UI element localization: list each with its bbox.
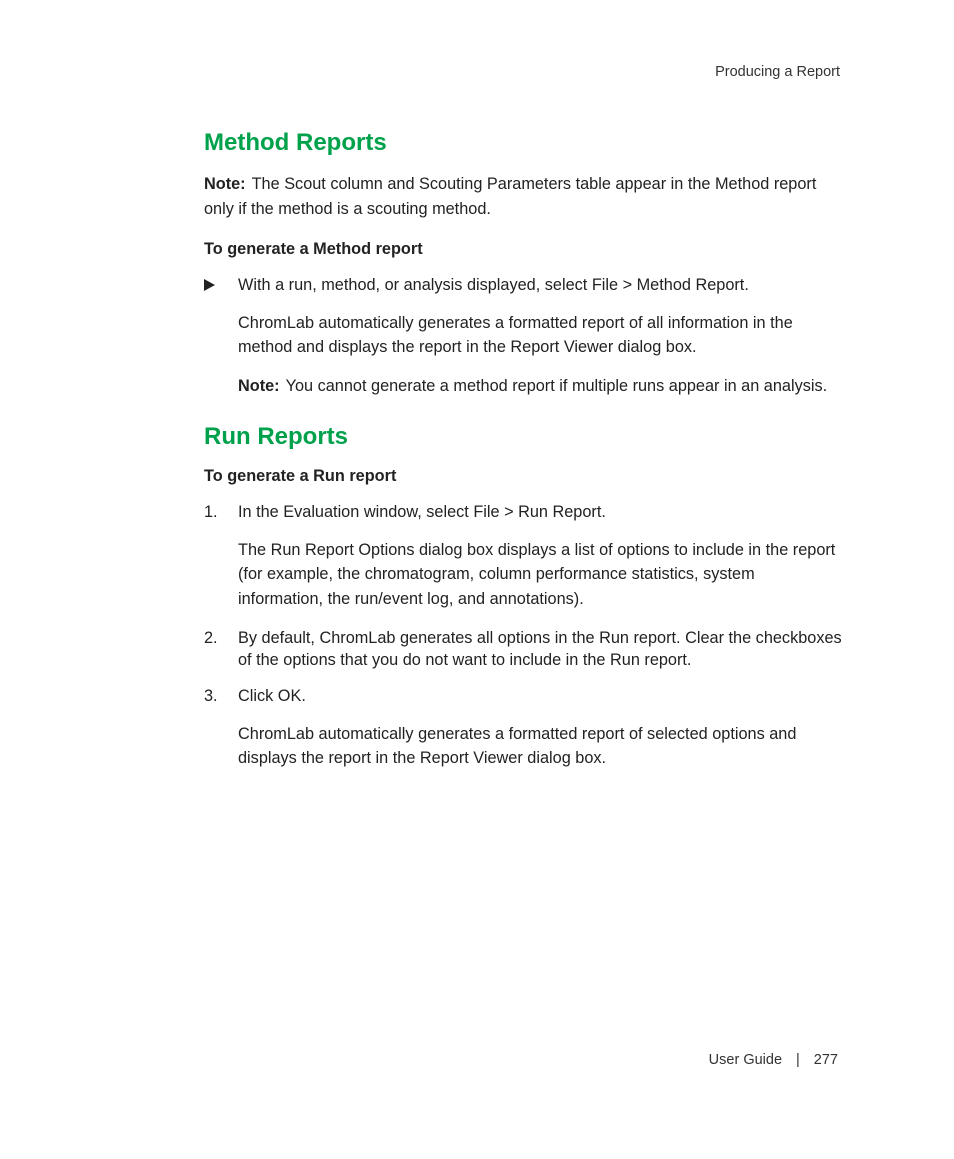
note-text: The Scout column and Scouting Parameters table appear in the Method report only if the method is a scouting method. xyxy=(204,175,817,218)
bullet-triangle-icon xyxy=(204,273,234,299)
method-step-result: ChromLab automatically generates a formatted report of all information in the method and displays the report in the Report Viewer dialog box. xyxy=(238,313,793,356)
run-step-2 xyxy=(204,627,844,671)
method-step xyxy=(204,273,844,298)
method-note xyxy=(204,172,844,221)
step-number: 1. xyxy=(204,503,218,521)
run-reports-heading: Run Reports xyxy=(204,423,348,450)
footer-guide-label: User Guide xyxy=(708,1052,783,1068)
footer-separator: | xyxy=(796,1052,800,1068)
run-procedure-title: To generate a Run report xyxy=(204,467,397,485)
note-text: You cannot generate a method report if multiple runs appear in an analysis. xyxy=(285,376,828,395)
run-step-1 xyxy=(204,500,844,525)
step-number: 2. xyxy=(204,629,218,647)
running-header: Producing a Report xyxy=(715,64,840,80)
run-step-1-result: The Run Report Options dialog box displays a list of options to include in the report (for example, the chromatogram, column performance statistics, system information, the run/event log, and annotations). xyxy=(238,540,836,608)
step-number: 3. xyxy=(204,687,218,705)
method-step-text: With a run, method, or analysis displayed, select File > Method Report. xyxy=(238,276,749,294)
note-label: Note: xyxy=(204,175,246,193)
step-text: By default, ChromLab generates all options in the Run report. Clear the checkboxes of the options that you do not want to include in the Run report. xyxy=(238,629,842,669)
method-reports-heading: Method Reports xyxy=(204,129,387,156)
page-content xyxy=(204,128,844,771)
step-text: Click OK. xyxy=(238,687,306,705)
method-note-2 xyxy=(204,374,844,399)
page-footer xyxy=(709,1052,838,1068)
note-label: Note: xyxy=(238,376,280,395)
method-procedure-title: To generate a Method report xyxy=(204,240,423,258)
run-step-3 xyxy=(204,684,844,709)
page-number: 277 xyxy=(813,1052,838,1068)
step-text: In the Evaluation window, select File > Run Report. xyxy=(238,503,606,521)
run-step-3-result: ChromLab automatically generates a formatted report of selected options and displays the report in the Report Viewer dialog box. xyxy=(238,724,797,767)
